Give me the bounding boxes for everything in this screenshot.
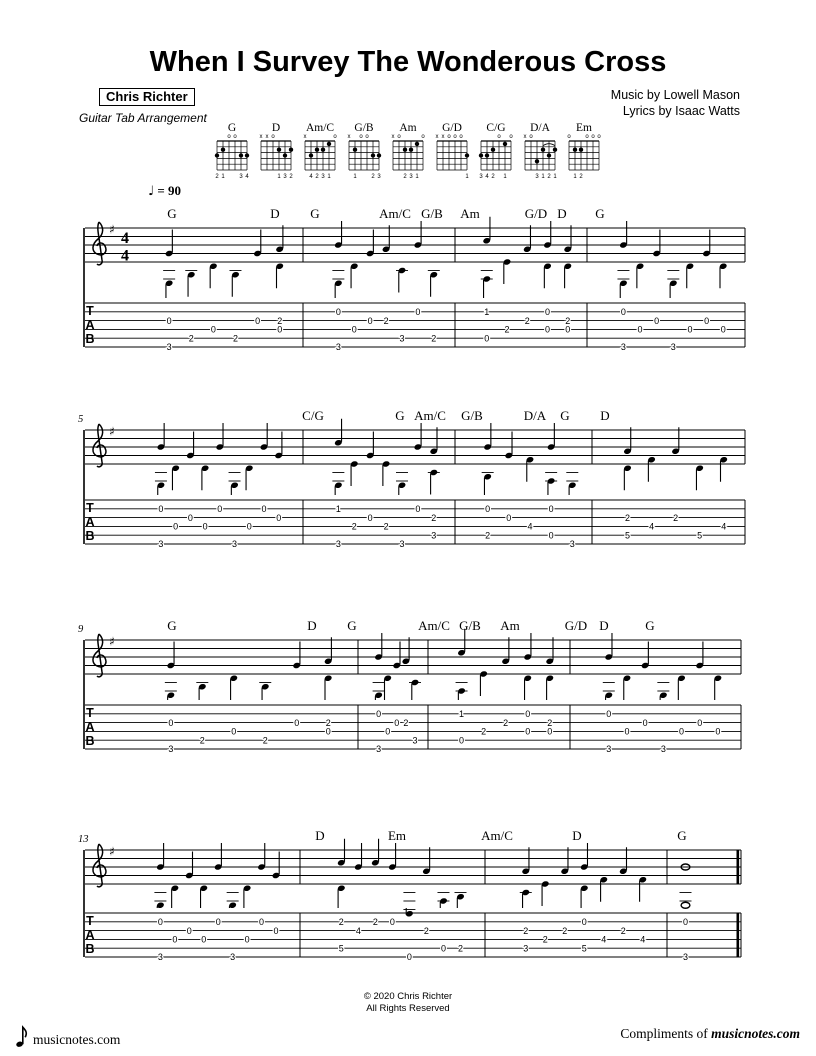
tab-fret-number: 0 — [642, 717, 648, 728]
tab-fret-number: 0 — [394, 717, 400, 728]
tab-fret-number: 3 — [335, 342, 341, 353]
time-signature-bottom: 4 — [121, 247, 129, 265]
tab-fret-number: 2 — [503, 717, 509, 728]
key-signature-sharp: ♯ — [109, 634, 115, 649]
tab-fret-number: 3 — [376, 744, 382, 755]
svg-text:Am/C: Am/C — [305, 122, 335, 134]
tab-fret-number: 3 — [399, 333, 405, 344]
tab-fret-number: 0 — [259, 917, 265, 927]
tab-fret-number: 2 — [372, 917, 378, 927]
chord-label: D/A — [523, 408, 547, 423]
tab-fret-number: 0 — [545, 307, 551, 317]
tab-fret-number: 0 — [273, 925, 279, 936]
tab-letter: T — [86, 706, 94, 720]
tab-fret-number: 3 — [335, 539, 341, 550]
tab-fret-number: 2 — [351, 521, 357, 532]
tab-fret-number: 0 — [548, 530, 554, 541]
arrangement-subtitle: Guitar Tab Arrangement — [79, 111, 207, 125]
key-signature-sharp: ♯ — [109, 844, 115, 859]
tab-fret-number: 0 — [581, 917, 587, 927]
tab-letter: B — [85, 942, 95, 956]
tab-fret-number: 3 — [232, 539, 238, 550]
tab-letter: T — [86, 304, 94, 318]
svg-text:o: o — [597, 134, 601, 141]
tab-letter: T — [86, 914, 94, 928]
tab-fret-number: 2 — [431, 512, 437, 523]
svg-text:o: o — [421, 134, 425, 141]
tab-fret-number: 0 — [277, 324, 283, 335]
chord-label: D — [557, 206, 567, 221]
svg-text:x: x — [435, 134, 439, 141]
svg-text:o: o — [567, 134, 571, 141]
tab-fret-number: 2 — [523, 925, 529, 936]
tab-fret-number: 1 — [484, 307, 490, 317]
tab-fret-number: 0 — [654, 315, 660, 326]
tab-fret-number: 2 — [383, 521, 389, 532]
svg-text:1: 1 — [573, 174, 577, 180]
tab-fret-number: 4 — [355, 925, 361, 936]
svg-text:o: o — [459, 134, 463, 141]
tab-fret-number: 0 — [201, 934, 207, 945]
svg-text:D/A: D/A — [530, 122, 550, 134]
tab-fret-number: 0 — [186, 925, 192, 936]
svg-text:x: x — [391, 134, 395, 141]
svg-text:2: 2 — [547, 174, 551, 180]
tab-fret-number: 0 — [459, 735, 465, 746]
chord-label: G/B — [421, 206, 443, 221]
tab-fret-number: 2 — [481, 726, 487, 737]
tab-fret-number: 4 — [601, 934, 607, 945]
tab-fret-number: 0 — [440, 943, 446, 954]
tab-fret-number: 0 — [231, 726, 237, 737]
tab-fret-number: 0 — [168, 717, 174, 728]
tab-fret-number: 0 — [485, 504, 491, 514]
svg-text:2: 2 — [403, 174, 407, 180]
svg-text:2: 2 — [491, 174, 495, 180]
tab-fret-number: 4 — [640, 934, 646, 945]
chord-label: G — [595, 206, 605, 221]
svg-text:o: o — [365, 134, 369, 141]
svg-text:o: o — [529, 134, 533, 141]
tab-fret-number: 2 — [542, 934, 548, 945]
tab-fret-number: 2 — [504, 324, 510, 335]
tab-fret-number: 0 — [217, 504, 223, 514]
tab-fret-number: 5 — [625, 530, 631, 541]
tab-fret-number: 2 — [188, 333, 194, 344]
svg-text:1: 1 — [541, 174, 545, 180]
chord-label: C/G — [302, 408, 324, 423]
tab-fret-number: 2 — [457, 943, 464, 954]
compliments-text: Compliments of musicnotes.com — [620, 1026, 800, 1041]
tab-fret-number: 0 — [687, 324, 693, 335]
svg-text:o: o — [585, 134, 589, 141]
svg-text:x: x — [259, 134, 263, 141]
tab-fret-number: 0 — [157, 917, 163, 927]
chord-label: Am/C — [414, 408, 446, 423]
svg-text:o: o — [497, 134, 501, 141]
tab-fret-number: 0 — [547, 726, 553, 737]
tab-fret-number: 4 — [721, 521, 727, 532]
tab-fret-number: 2 — [485, 530, 491, 541]
brand-text: musicnotes.com — [33, 1032, 121, 1047]
chord-label: G/B — [461, 408, 483, 423]
svg-text:x: x — [303, 134, 307, 141]
lyrics-credit: Lyrics by Isaac Watts — [622, 104, 740, 118]
tab-fret-number: 0 — [565, 324, 571, 335]
chord-label: Am — [460, 206, 480, 221]
system-4 — [78, 828, 741, 962]
tab-fret-number: 0 — [376, 709, 382, 719]
tab-letter: A — [85, 318, 95, 332]
svg-text:1: 1 — [353, 174, 357, 180]
tab-fret-number: 0 — [166, 315, 172, 326]
tab-fret-number: 0 — [606, 709, 612, 719]
tab-fret-number: 0 — [682, 917, 689, 927]
svg-text:1: 1 — [553, 174, 557, 180]
tab-fret-number: 2 — [383, 315, 389, 326]
chord-label: D — [600, 408, 610, 423]
chord-label: D — [315, 828, 325, 843]
tab-fret-number: 0 — [158, 504, 164, 514]
tab-fret-number: 2 — [625, 512, 631, 523]
key-signature-sharp: ♯ — [109, 222, 115, 237]
tab-fret-number: 3 — [412, 735, 418, 746]
tab-fret-number: 0 — [637, 324, 643, 335]
chord-label: G — [167, 206, 177, 221]
measure-number: 9 — [78, 624, 84, 635]
tab-fret-number: 1 — [459, 709, 465, 719]
svg-text:3: 3 — [239, 174, 243, 180]
tab-fret-number: 0 — [506, 512, 512, 523]
time-signature-top: 4 — [121, 230, 129, 247]
tab-fret-number: 2 — [431, 333, 437, 344]
svg-text:Em: Em — [576, 122, 592, 134]
tab-letter: A — [85, 720, 95, 734]
tab-letter: B — [85, 332, 95, 346]
svg-text:2: 2 — [579, 174, 583, 180]
svg-text:x: x — [347, 134, 351, 141]
copyright-line: © 2020 Chris Richter — [363, 991, 453, 1002]
tab-fret-number: 3 — [620, 342, 626, 353]
tab-fret-number: 0 — [406, 952, 412, 963]
svg-text:2: 2 — [371, 174, 375, 180]
chord-label: G — [347, 618, 357, 633]
svg-text:1: 1 — [415, 174, 419, 180]
svg-text:x: x — [523, 134, 527, 141]
tab-fret-number: 0 — [351, 324, 357, 335]
tab-fret-number: 2 — [325, 717, 331, 728]
tab-fret-number: 4 — [527, 521, 533, 532]
tab-fret-number: 0 — [525, 726, 531, 737]
tab-fret-number: 3 — [166, 342, 172, 353]
svg-text:1: 1 — [503, 174, 507, 180]
svg-text:o: o — [227, 134, 231, 141]
tab-fret-number: 5 — [697, 530, 703, 541]
tab-fret-number: 3 — [168, 744, 174, 755]
quarter-note-icon: ♩ — [148, 184, 155, 199]
chord-label: G — [677, 828, 687, 843]
tab-fret-number: 3 — [158, 539, 164, 550]
chord-label: Am/C — [418, 618, 450, 633]
svg-text:2: 2 — [215, 174, 219, 180]
svg-text:G/D: G/D — [442, 122, 462, 134]
svg-text:3: 3 — [479, 174, 483, 180]
system-1 — [84, 206, 745, 352]
tab-fret-number: 0 — [173, 521, 179, 532]
svg-text:G: G — [227, 122, 237, 134]
chord-label: Am — [500, 618, 520, 633]
svg-text:x: x — [265, 134, 269, 141]
tab-fret-number: 0 — [276, 512, 282, 523]
page-title: When I Survey The Wonderous Cross — [149, 46, 667, 78]
tab-fret-number: 0 — [325, 726, 331, 737]
tab-fret-number: 0 — [367, 512, 373, 523]
tab-fret-number: 2 — [277, 315, 283, 326]
key-signature-sharp: ♯ — [109, 424, 115, 439]
svg-text:o: o — [591, 134, 595, 141]
chord-label: D — [599, 618, 609, 633]
musicnotes-brand — [16, 1024, 120, 1048]
tab-fret-number: 4 — [649, 521, 655, 532]
svg-text:3: 3 — [409, 174, 413, 180]
music-credit: Music by Lowell Mason — [610, 88, 740, 102]
svg-text:o: o — [453, 134, 457, 141]
tab-fret-number: 2 — [620, 925, 626, 936]
svg-text:o: o — [271, 134, 275, 141]
tab-fret-number: 0 — [215, 917, 221, 927]
tab-fret-number: 0 — [202, 521, 208, 532]
tab-fret-number: 2 — [562, 925, 568, 936]
tab-fret-number: 2 — [338, 917, 344, 927]
tab-fret-number: 0 — [545, 324, 551, 335]
tab-fret-number: 3 — [670, 342, 676, 353]
tab-fret-number: 2 — [547, 717, 553, 728]
chord-label: D — [307, 618, 317, 633]
tab-fret-number: 0 — [294, 717, 300, 728]
svg-text:1: 1 — [327, 174, 331, 180]
svg-text:3: 3 — [321, 174, 325, 180]
tab-fret-number: 3 — [606, 744, 612, 755]
chord-label: G — [167, 618, 177, 633]
svg-text:1: 1 — [277, 174, 281, 180]
tab-fret-number: 1 — [335, 504, 341, 514]
tab-fret-number: 0 — [704, 315, 710, 326]
tab-fret-number: 3 — [523, 943, 529, 954]
tab-fret-number: 2 — [199, 735, 205, 746]
tab-fret-number: 3 — [157, 952, 163, 963]
measure-number: 5 — [78, 414, 84, 425]
svg-text:3: 3 — [283, 174, 287, 180]
svg-text:1: 1 — [221, 174, 225, 180]
tab-fret-number: 0 — [172, 934, 178, 945]
tab-fret-number: 3 — [569, 539, 575, 550]
svg-text:4: 4 — [245, 174, 249, 180]
tab-fret-number: 0 — [244, 934, 250, 945]
chord-label: G — [310, 206, 320, 221]
svg-text:x: x — [441, 134, 445, 141]
tab-fret-number: 0 — [620, 307, 626, 317]
tab-fret-number: 0 — [415, 307, 421, 317]
tab-fret-number: 2 — [565, 315, 571, 326]
tab-letter: B — [85, 734, 95, 748]
tab-fret-number: 2 — [232, 333, 238, 344]
tab-fret-number: 0 — [715, 726, 721, 737]
tab-fret-number: 0 — [385, 726, 391, 737]
tab-fret-number: 2 — [403, 717, 409, 728]
chord-label: Em — [387, 828, 407, 843]
tab-fret-number: 3 — [682, 952, 689, 963]
tab-letter: B — [85, 529, 95, 543]
tab-fret-number: 0 — [210, 324, 216, 335]
chord-label: G — [395, 408, 405, 423]
chord-label: G/B — [459, 618, 481, 633]
svg-text:D: D — [271, 122, 281, 134]
tab-fret-number: 0 — [720, 324, 726, 335]
svg-text:C/G: C/G — [486, 122, 506, 134]
tab-fret-number: 0 — [697, 717, 703, 728]
tab-fret-number: 0 — [335, 307, 341, 317]
svg-text:o: o — [397, 134, 401, 141]
tab-fret-number: 2 — [423, 925, 429, 936]
tab-fret-number: 5 — [338, 943, 344, 954]
svg-text:2: 2 — [289, 174, 293, 180]
chord-label: D — [572, 828, 582, 843]
svg-text:2: 2 — [315, 174, 319, 180]
rights-line: All Rights Reserved — [366, 1003, 450, 1014]
eighth-note-icon — [16, 1024, 29, 1048]
tab-fret-number: 0 — [389, 917, 395, 927]
tab-fret-number: 5 — [581, 943, 587, 954]
tab-fret-number: 3 — [230, 952, 236, 963]
svg-text:1: 1 — [465, 174, 469, 180]
svg-text:o: o — [447, 134, 451, 141]
tab-fret-number: 0 — [679, 726, 685, 737]
svg-text:4: 4 — [309, 174, 313, 180]
chord-label: G — [645, 618, 655, 633]
tab-fret-number: 0 — [367, 315, 373, 326]
tab-fret-number: 3 — [431, 530, 437, 541]
tab-letter: A — [85, 515, 95, 529]
tab-fret-number: 2 — [673, 512, 679, 523]
tab-fret-number: 0 — [624, 726, 630, 737]
measure-number: 13 — [78, 834, 89, 845]
tab-fret-number: 0 — [255, 315, 261, 326]
tab-fret-number: 2 — [524, 315, 530, 326]
svg-text:3: 3 — [377, 174, 381, 180]
svg-text:4: 4 — [485, 174, 489, 180]
chord-label: G/D — [524, 206, 548, 221]
tab-letter: A — [85, 928, 95, 942]
tab-fret-number: 0 — [415, 504, 421, 514]
tab-fret-number: 2 — [262, 735, 268, 746]
tab-fret-number: 3 — [660, 744, 666, 755]
chord-label: G/D — [564, 618, 588, 633]
system-3 — [78, 618, 741, 754]
tab-fret-number: 0 — [261, 504, 267, 514]
svg-text:o: o — [333, 134, 337, 141]
tab-fret-number: 0 — [525, 709, 531, 719]
chord-label: Am/C — [379, 206, 411, 221]
tab-fret-number: 0 — [548, 504, 554, 514]
tab-fret-number: 0 — [187, 512, 193, 523]
svg-text:3: 3 — [535, 174, 539, 180]
tab-fret-number: 0 — [246, 521, 252, 532]
chord-label: G — [560, 408, 570, 423]
chord-label: D — [270, 206, 280, 221]
copyright-block — [0, 991, 816, 1015]
chord-label: Am/C — [481, 828, 513, 843]
whole-note — [681, 902, 690, 908]
tab-fret-number: 0 — [484, 333, 490, 344]
system-2 — [78, 408, 745, 549]
tab-fret-number: 3 — [399, 539, 405, 550]
svg-text:Am: Am — [399, 122, 417, 134]
svg-text:o: o — [233, 134, 237, 141]
svg-text:G/B: G/B — [354, 122, 374, 134]
artist-name: Chris Richter — [99, 88, 195, 106]
svg-text:o: o — [359, 134, 363, 141]
tempo-value: = 90 — [157, 183, 182, 198]
tab-letter: T — [86, 501, 94, 515]
svg-text:o: o — [509, 134, 513, 141]
compliments-brand: musicnotes.com — [711, 1026, 800, 1041]
